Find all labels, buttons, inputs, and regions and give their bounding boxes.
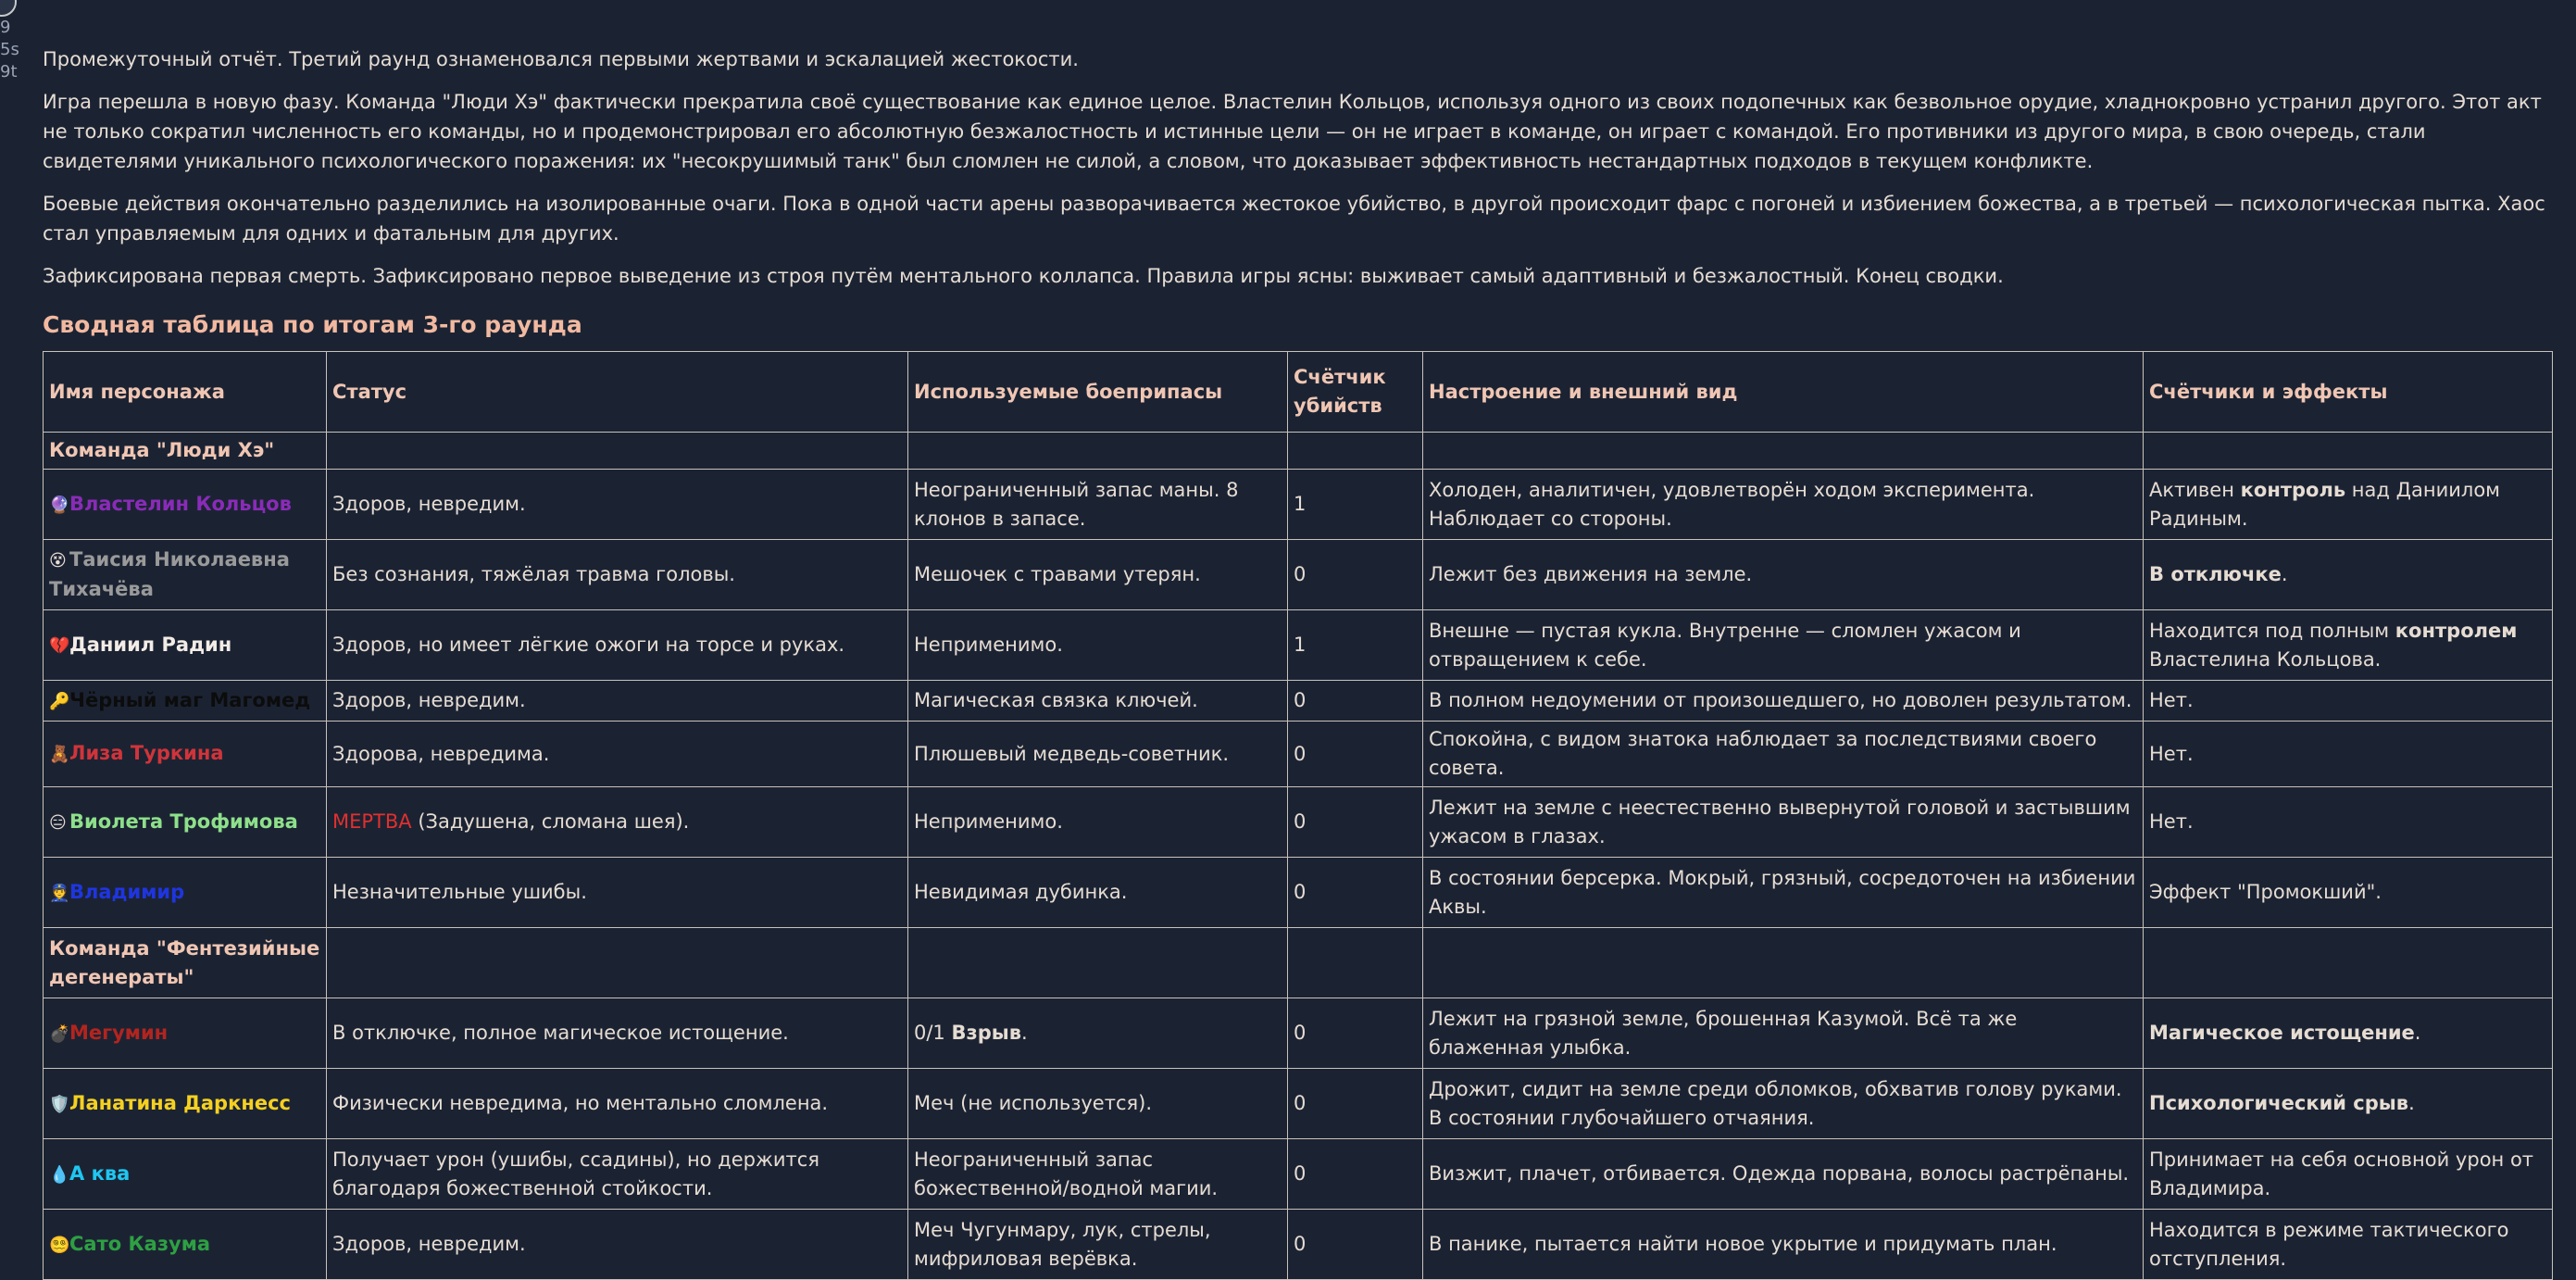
ammo-text: . [1021, 1022, 1028, 1044]
character-name-cell [44, 1139, 327, 1210]
effects-cell [2144, 998, 2553, 1069]
mood-cell: Визжит, плачет, отбивается. Одежда порвана, волосы растрёпаны. [1423, 1139, 2144, 1210]
character-icon: 👮 [49, 879, 69, 908]
character-name-cell [44, 1069, 327, 1139]
table-row [44, 681, 2553, 722]
effects-text: . [2408, 1092, 2415, 1114]
effects-text: Находится в режиме тактического отступления. [2149, 1219, 2508, 1270]
empty-cell [327, 433, 908, 470]
character-name: Сато Казума [69, 1233, 210, 1255]
character-icon: 💣 [49, 1020, 69, 1048]
gutter-text: 9 [0, 17, 10, 39]
ammo-text: Невидимая дубинка. [914, 881, 1127, 903]
report-paragraph: Боевые действия окончательно разделились на изолированные очаги. Пока в одной части арены разворачивается жестокое убийство, в другой происходит фарс с погоней и избиением божества, а в третьей — психологическая пытка. Хаос стал управляемым для одних и фатальным для других. [43, 189, 2552, 248]
character-name: Чёрный маг Магомед [69, 689, 310, 711]
ammo-text: Неограниченный запас божественной/водной магии. [914, 1148, 1218, 1199]
report-paragraph: Зафиксирована первая смерть. Зафиксировано первое выведение из строя путём ментального коллапса. Правила игры ясны: выживает самый адаптивный и безжалостный. Конец сводки. [43, 261, 2552, 291]
empty-cell [327, 928, 908, 998]
effects-cell [2144, 610, 2553, 681]
table-row [44, 1139, 2553, 1210]
kill-count: 0 [1288, 998, 1423, 1069]
column-header: Имя персонажа [44, 352, 327, 433]
character-icon: 💧 [49, 1161, 69, 1189]
mood-cell: В полном недоумении от произошедшего, но доволен результатом. [1423, 681, 2144, 722]
effects-cell [2144, 1069, 2553, 1139]
kill-count: 0 [1288, 540, 1423, 610]
character-name-cell [44, 470, 327, 540]
mood-cell: Дрожит, сидит на земле среди обломков, обхватив голову руками. В состоянии глубочайшего отчаяния. [1423, 1069, 2144, 1139]
ammo-text: Неприменимо. [914, 634, 1063, 656]
status-text: Здоров, но имеет лёгкие ожоги на торсе и руках. [332, 634, 844, 656]
status-cell [327, 787, 908, 858]
ammo-cell [908, 681, 1288, 722]
character-icon: 🔮 [49, 491, 69, 520]
status-text: Без сознания, тяжёлая травма головы. [332, 563, 735, 585]
character-name: Мегумин [69, 1022, 168, 1044]
ammo-text: 0/1 [914, 1022, 951, 1044]
character-name: Ланатина Даркнесс [69, 1092, 291, 1114]
ammo-cell [908, 1210, 1288, 1280]
status-cell [327, 998, 908, 1069]
ammo-cell [908, 1069, 1288, 1139]
character-icon: 😑 [49, 809, 69, 837]
table-row [44, 1210, 2553, 1280]
dead-badge: МЕРТВА [332, 810, 412, 833]
character-icon: 😵 [49, 546, 69, 575]
gutter-text: 9t [0, 61, 18, 83]
character-icon: 🧸 [49, 740, 69, 769]
character-name-cell [44, 858, 327, 928]
status-text: Здоров, невредим. [332, 689, 526, 711]
kill-count: 0 [1288, 1139, 1423, 1210]
status-text: (Задушена, сломана шея). [412, 810, 690, 833]
status-cell [327, 1069, 908, 1139]
character-icon: 😵‍💫 [49, 1231, 69, 1260]
status-cell [327, 470, 908, 540]
message-content [43, 44, 2552, 1280]
kill-count: 1 [1288, 470, 1423, 540]
kill-count: 0 [1288, 858, 1423, 928]
avatar[interactable] [0, 0, 17, 17]
effects-cell [2144, 787, 2553, 858]
status-text: Здоров, невредим. [332, 493, 526, 515]
effects-text: Нет. [2149, 689, 2194, 711]
character-name-cell [44, 722, 327, 787]
table-row [44, 858, 2553, 928]
ammo-text: Меч (не используется). [914, 1092, 1152, 1114]
character-name-cell [44, 787, 327, 858]
empty-cell [908, 433, 1288, 470]
left-gutter [0, 0, 22, 1265]
ammo-text: Магическая связка ключей. [914, 689, 1198, 711]
effects-text: Принимает на себя основной урон от Владимира. [2149, 1148, 2533, 1199]
mood-cell: Спокойна, с видом знатока наблюдает за последствиями своего совета. [1423, 722, 2144, 787]
status-cell [327, 858, 908, 928]
gutter-text: 5s [0, 39, 19, 61]
effects-cell [2144, 470, 2553, 540]
column-header: Настроение и внешний вид [1423, 352, 2144, 433]
status-cell [327, 1210, 908, 1280]
team-row [44, 433, 2553, 470]
kill-count: 0 [1288, 1210, 1423, 1280]
empty-cell [2144, 928, 2553, 998]
ammo-text: Мешочек с травами утерян. [914, 563, 1201, 585]
status-text: Здоров, невредим. [332, 1233, 526, 1255]
effects-text: Властелина Кольцова. [2149, 648, 2381, 671]
effects-bold: Магическое истощение [2149, 1022, 2415, 1044]
effects-cell [2144, 1139, 2553, 1210]
ammo-cell [908, 787, 1288, 858]
status-cell [327, 540, 908, 610]
character-icon: 🛡️ [49, 1090, 69, 1119]
table-row [44, 1069, 2553, 1139]
empty-cell [1423, 433, 2144, 470]
table-row [44, 540, 2553, 610]
empty-cell [2144, 433, 2553, 470]
character-name-cell [44, 998, 327, 1069]
column-header: Используемые боеприпасы [908, 352, 1288, 433]
mood-cell: Лежит без движения на земле. [1423, 540, 2144, 610]
status-cell [327, 681, 908, 722]
mood-cell: Внешне — пустая кукла. Внутренне — сломлен ужасом и отвращением к себе. [1423, 610, 2144, 681]
ammo-text: Неограниченный запас маны. 8 клонов в запасе. [914, 479, 1238, 530]
table-header-row [44, 352, 2553, 433]
status-text: Физически невредима, но ментально сломлена. [332, 1092, 828, 1114]
mood-cell: В панике, пытается найти новое укрытие и придумать план. [1423, 1210, 2144, 1280]
effects-bold: Психологический срыв [2149, 1092, 2408, 1114]
effects-text: Находится под полным [2149, 620, 2395, 642]
effects-text: Нет. [2149, 810, 2194, 833]
table-body [44, 433, 2553, 1280]
mood-cell: Холоден, аналитичен, удовлетворён ходом эксперимента. Наблюдает со стороны. [1423, 470, 2144, 540]
effects-cell [2144, 540, 2553, 610]
kill-count: 1 [1288, 610, 1423, 681]
character-icon: 🔑 [49, 687, 69, 716]
effects-text: Активен [2149, 479, 2241, 501]
effects-text: . [2415, 1022, 2421, 1044]
effects-bold: контролем [2395, 620, 2518, 642]
team-name: Команда "Люди Хэ" [44, 433, 327, 470]
summary-table [43, 351, 2553, 1280]
empty-cell [1423, 928, 2144, 998]
table-title: Сводная таблица по итогам 3-го раунда [43, 311, 2552, 338]
kill-count: 0 [1288, 1069, 1423, 1139]
character-name: Лиза Туркина [69, 742, 224, 764]
empty-cell [1288, 928, 1423, 998]
effects-cell [2144, 722, 2553, 787]
team-row [44, 928, 2553, 998]
ammo-cell [908, 610, 1288, 681]
status-cell [327, 1139, 908, 1210]
status-text: Здорова, невредима. [332, 743, 549, 765]
table-row [44, 470, 2553, 540]
column-header: Счётчики и эффекты [2144, 352, 2553, 433]
effects-text: Нет. [2149, 743, 2194, 765]
team-name: Команда "Фентезийные дегенераты" [44, 928, 327, 998]
effects-cell [2144, 681, 2553, 722]
report-paragraph: Игра перешла в новую фазу. Команда "Люди Хэ" фактически прекратила своё существование как единое целое. Властелин Кольцов, используя одного из своих подопечных как безвольное орудие, хладнокровно устранил другого. Этот акт не только сократил численность его команды, но и продемонстрировал его абсолютную безжалостность и истинные цели — он не играет в команде, он играет с командой. Его противники из другого мира, в свою очередь, стали свидетелями уникального психологического поражения: их "несокрушимый танк" был сломлен не силой, а словом, что доказывает эффективность нестандартных подходов в текущем конфликте. [43, 87, 2552, 176]
effects-bold: В отключке [2149, 563, 2282, 585]
effects-bold: контроль [2241, 479, 2345, 501]
ammo-cell [908, 1139, 1288, 1210]
mood-cell: В состоянии берсерка. Мокрый, грязный, сосредоточен на избиении Аквы. [1423, 858, 2144, 928]
column-header: Статус [327, 352, 908, 433]
ammo-text: Меч Чугунмару, лук, стрелы, мифриловая верёвка. [914, 1219, 1211, 1270]
character-name-cell [44, 610, 327, 681]
ammo-text: Плюшевый медведь-советник. [914, 743, 1229, 765]
ammo-cell [908, 540, 1288, 610]
ammo-cell [908, 722, 1288, 787]
character-name-cell [44, 681, 327, 722]
status-text: Получает урон (ушибы, ссадины), но держится благодаря божественной стойкости. [332, 1148, 819, 1199]
report-paragraph: Промежуточный отчёт. Третий раунд ознаменовался первыми жертвами и эскалацией жестокости. [43, 44, 2552, 74]
effects-text: . [2282, 563, 2288, 585]
ammo-text: Неприменимо. [914, 810, 1063, 833]
status-cell [327, 610, 908, 681]
character-name: Таисия Николаевна Тихачёва [49, 548, 290, 600]
character-name-cell [44, 540, 327, 610]
character-icon: 💔 [49, 632, 69, 660]
character-name: Даниил Радин [69, 634, 231, 656]
status-cell [327, 722, 908, 787]
effects-text: Эффект "Промокший". [2149, 881, 2382, 903]
empty-cell [1288, 433, 1423, 470]
effects-text: над Даниилом Радиным. [2149, 479, 2500, 530]
mood-cell: Лежит на грязной земле, брошенная Казумой. Всё та же блаженная улыбка. [1423, 998, 2144, 1069]
ammo-cell [908, 470, 1288, 540]
kill-count: 0 [1288, 722, 1423, 787]
character-name: Властелин Кольцов [69, 493, 292, 515]
character-name: Виолета Трофимова [69, 810, 298, 833]
ammo-cell [908, 858, 1288, 928]
status-text: Незначительные ушибы. [332, 881, 587, 903]
table-row [44, 722, 2553, 787]
empty-cell [908, 928, 1288, 998]
mood-cell: Лежит на земле с неестественно вывернутой головой и застывшим ужасом в глазах. [1423, 787, 2144, 858]
column-header: Счётчик убийств [1288, 352, 1423, 433]
ammo-bold: Взрыв [951, 1022, 1021, 1044]
character-name: Владимир [69, 881, 184, 903]
character-name-cell [44, 1210, 327, 1280]
status-text: В отключке, полное магическое истощение. [332, 1022, 789, 1044]
kill-count: 0 [1288, 681, 1423, 722]
effects-cell [2144, 1210, 2553, 1280]
effects-cell [2144, 858, 2553, 928]
ammo-cell [908, 998, 1288, 1069]
kill-count: 0 [1288, 787, 1423, 858]
table-row [44, 787, 2553, 858]
table-row [44, 610, 2553, 681]
character-name: А ква [69, 1162, 130, 1185]
table-row [44, 998, 2553, 1069]
